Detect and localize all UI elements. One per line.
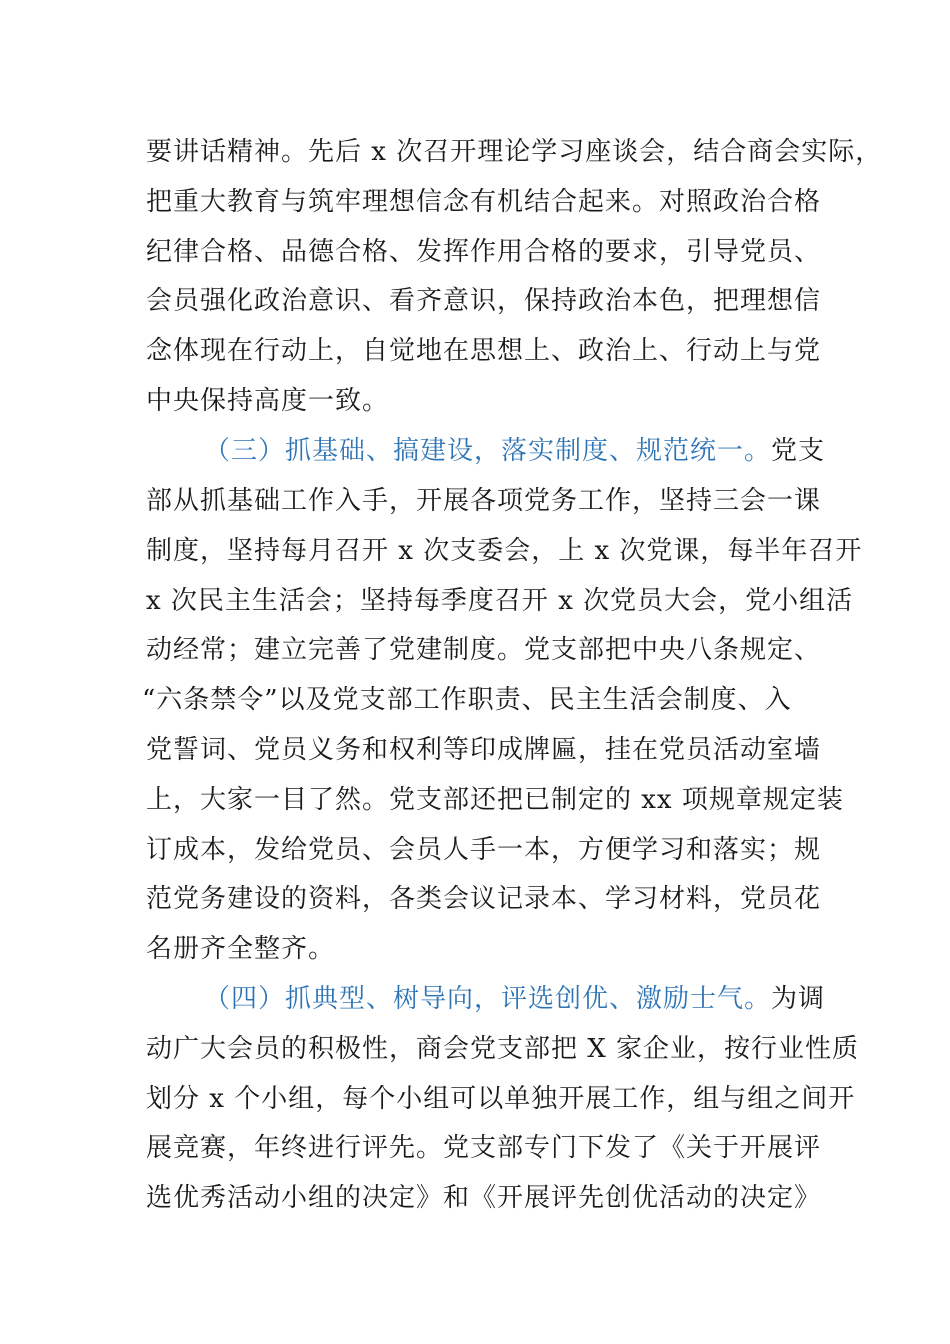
paragraph-line: 把重大教育与筑牢理想信念有机结合起来。对照政治合格	[146, 187, 822, 217]
paragraph-line: 动经常；建立完善了党建制度。党支部把中央八条规定、	[146, 635, 822, 665]
paragraph-line: 划分 x 个小组，每个小组可以单独开展工作，组与组之间开	[146, 1084, 856, 1114]
paragraph-line: 订成本，发给党员、会员人手一本，方便学习和落实；规	[146, 835, 822, 865]
paragraph-line: 选优秀活动小组的决定》和《开展评先创优活动的决定》	[146, 1183, 822, 1213]
paragraph-line: 展竞赛，年终进行评先。党支部专门下发了《关于开展评	[146, 1133, 822, 1163]
paragraph-line: 会员强化政治意识、看齐意识，保持政治本色，把理想信	[146, 286, 822, 316]
paragraph-line: “六条禁令”以及党支部工作职责、民主生活会制度、入	[142, 685, 792, 715]
paragraph-line: 要讲话精神。先后 x 次召开理论学习座谈会，结合商会实际，	[146, 137, 883, 167]
section-3-heading: （三）抓基础、搞建设，落实制度、规范统一。	[204, 436, 772, 466]
paragraph-line: 中央保持高度一致。	[146, 386, 390, 416]
section-4-heading: （四）抓典型、树导向，评选创优、激励士气。	[204, 984, 772, 1014]
paragraph-line: 纪律合格、品德合格、发挥作用合格的要求，引导党员、	[146, 237, 822, 267]
section-3-first-line-tail: 党支	[771, 436, 826, 466]
section-3-first-line	[204, 426, 826, 476]
paragraph-line: 动广大会员的积极性，商会党支部把 X 家企业，按行业性质	[146, 1034, 860, 1064]
section-4-first-line-tail: 为调	[771, 984, 826, 1014]
paragraph-line: 制度，坚持每月召开 x 次支委会，上 x 次党课，每半年召开	[146, 536, 863, 566]
paragraph-line: 范党务建设的资料，各类会议记录本、学习材料，党员花	[146, 884, 822, 914]
paragraph-line: 部从抓基础工作入手，开展各项党务工作，坚持三会一课	[146, 486, 822, 516]
paragraph-line: 念体现在行动上，自觉地在思想上、政治上、行动上与党	[146, 336, 822, 366]
paragraph-line: 名册齐全整齐。	[146, 934, 336, 964]
paragraph-line: 上，大家一目了然。党支部还把已制定的 xx 项规章规定装	[146, 785, 844, 815]
paragraph-line: x 次民主生活会；坚持每季度召开 x 次党员大会，党小组活	[146, 586, 854, 616]
paragraph-line: 党誓词、党员义务和权利等印成牌匾，挂在党员活动室墙	[146, 735, 822, 765]
section-4-first-line	[204, 974, 826, 1024]
